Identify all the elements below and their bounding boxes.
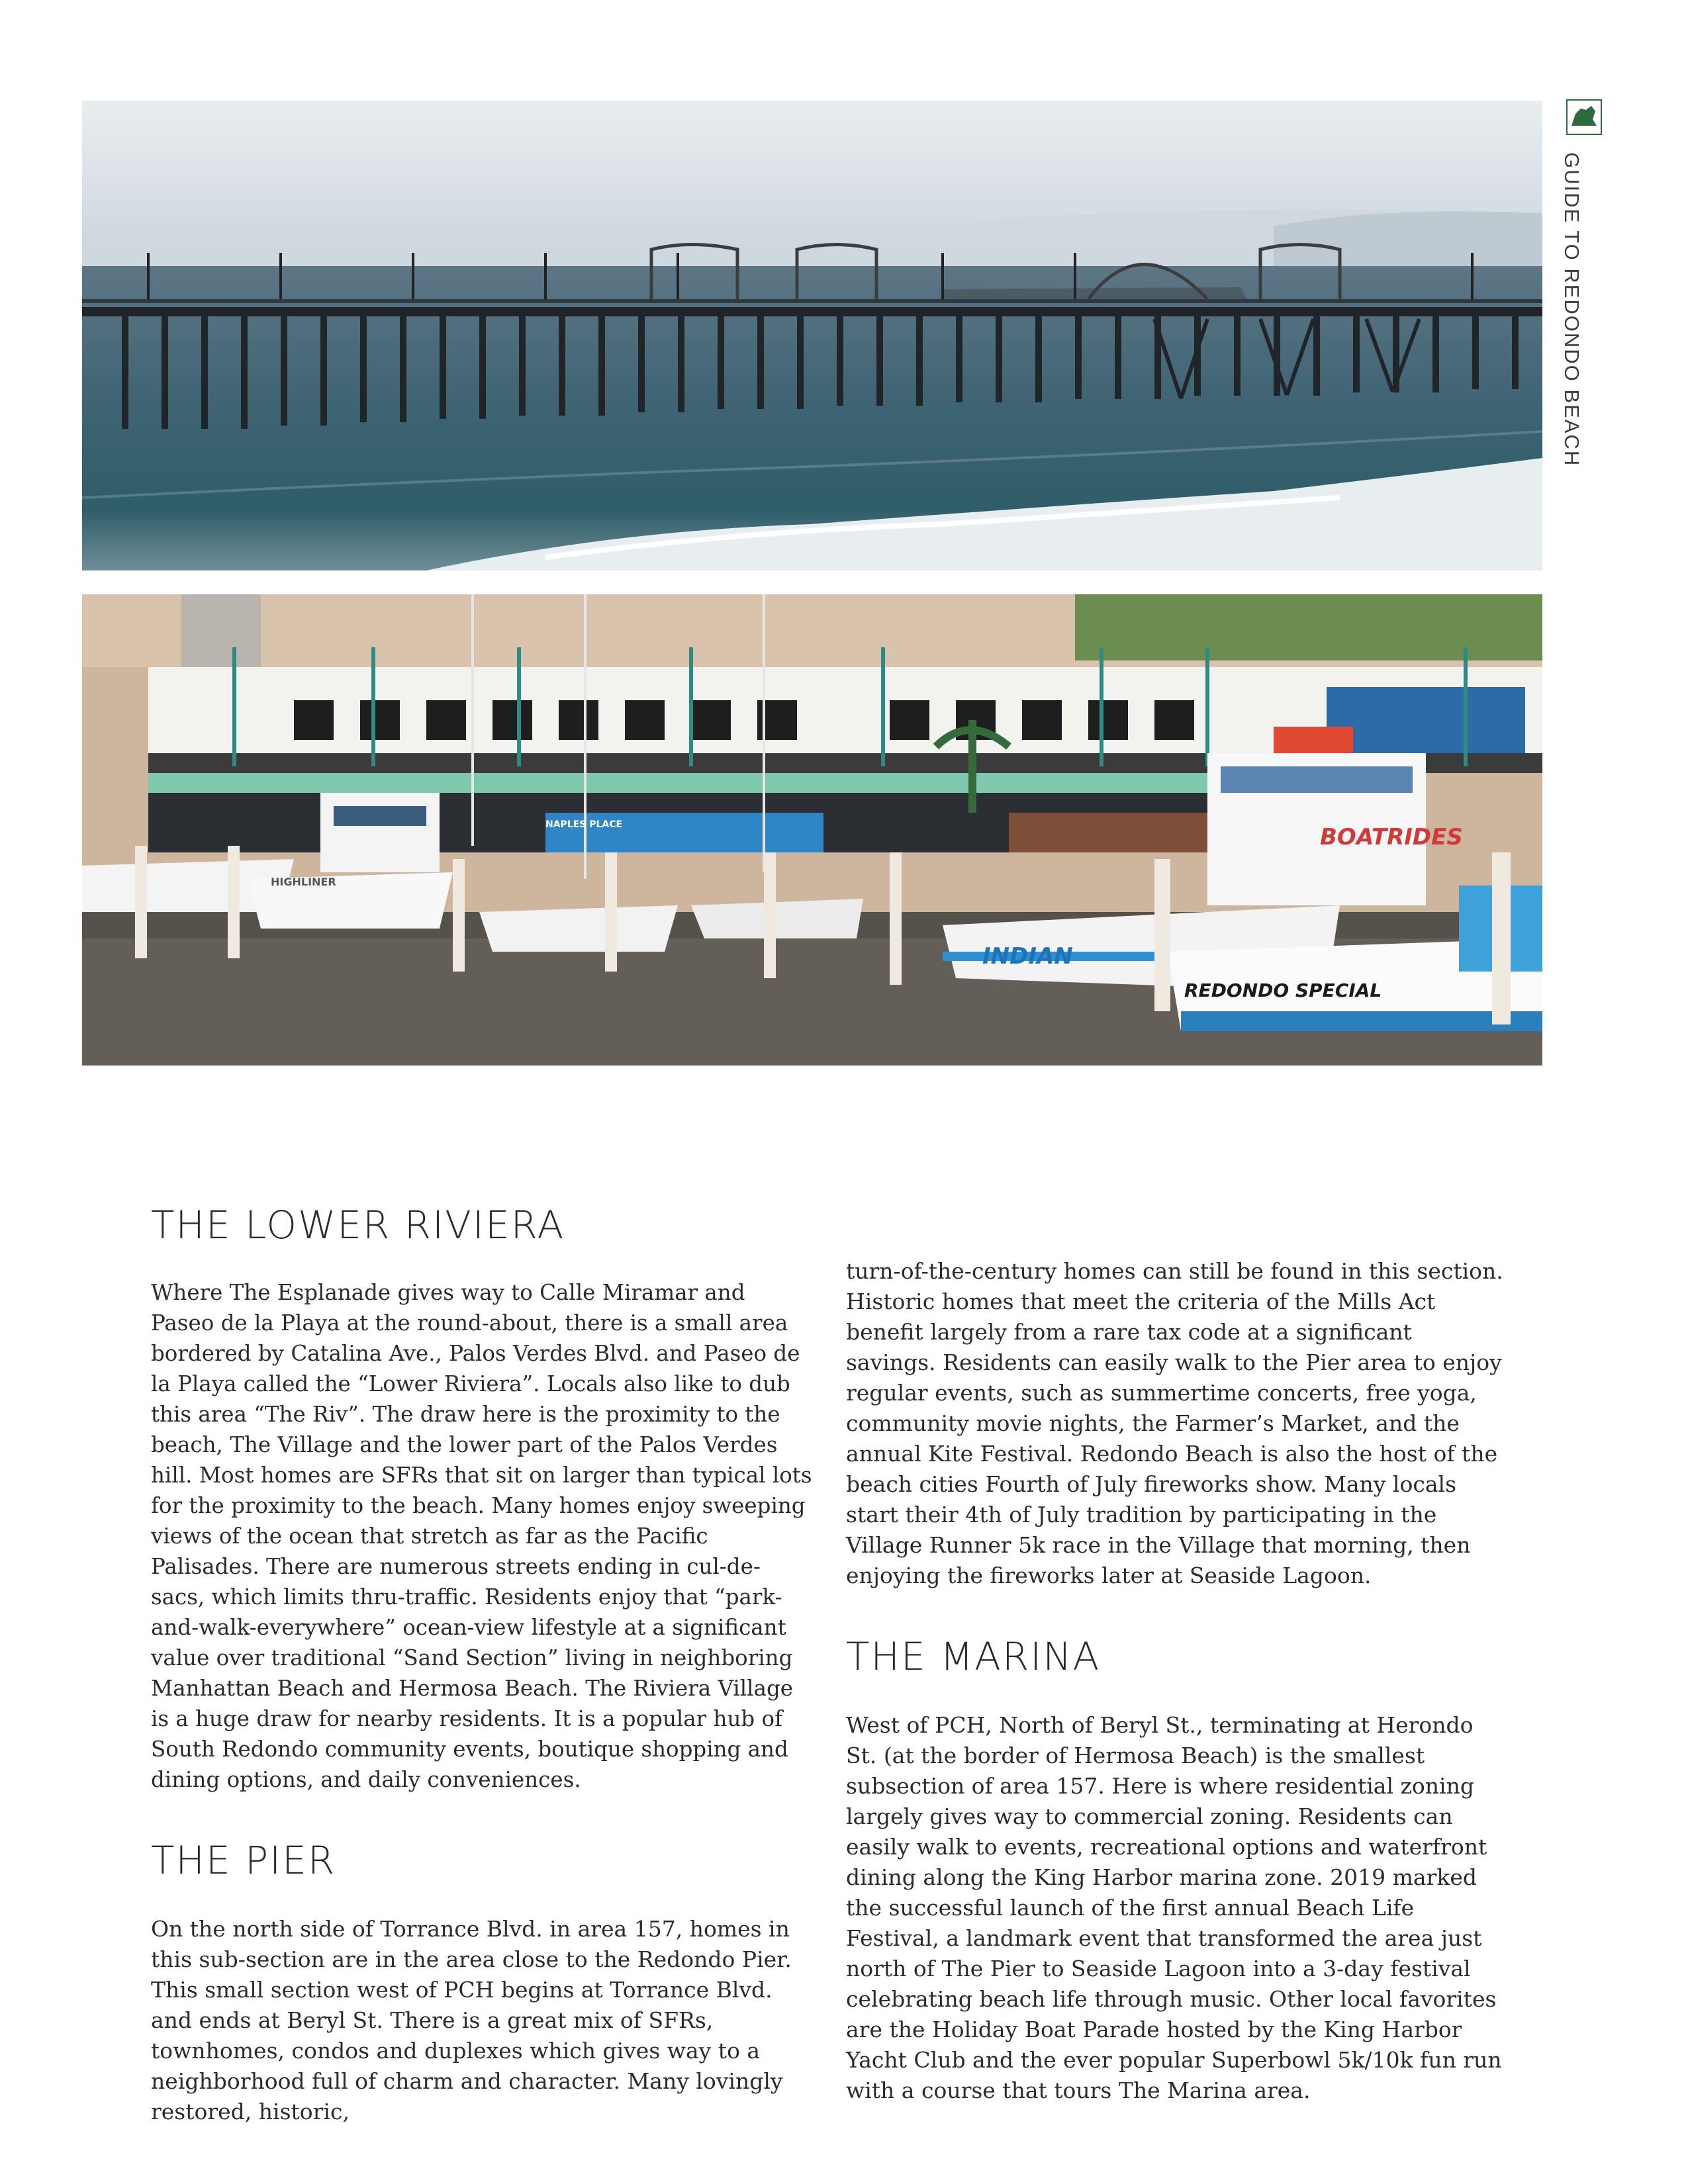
- sidebar-title: GUIDE TO REDONDO BEACH: [1560, 152, 1583, 467]
- body-pier-part2: turn-of-the-century homes can still be found in this section. Historic homes that meet the criteria of the Mills Act benefit largely from a rare tax code at a significant savings. Residents can easily walk to the Pier area to enjoy regular events, such as summertime concerts, free yoga, community movie nights, the Farmer’s Market, and the annual Kite Festival. Redondo Beach is also the host of the beach cities Fourth of July fireworks show. Many locals start their 4th of July tradition by participating in the Village Runner 5k race in the Village that morning, then enjoying the fireworks later at Seaside Lagoon.: [846, 1258, 1503, 1588]
- pier-photo-illustration: [82, 101, 1542, 570]
- boat-sign-redondo-special: REDONDO SPECIAL: [1184, 979, 1382, 1001]
- heading-lower-riviera: THE LOWER RIVIERA: [151, 1203, 565, 1248]
- body-marina: West of PCH, North of Beryl St., terminating at Herondo St. (at the border of Hermosa Beach) is the smallest subsection of area 157. Here is where residential zoning largely gives way to commercial zoning. Residents can easily walk to events, recreational options and waterfront dining along the King Harbor marina zone. 2019 marked the successful launch of the first annual Beach Life Festival, a landmark event that transformed the area just north of The Pier to Seaside Lagoon into a 3-day festival celebrating beach life through music. Other local favorites are the Holiday Boat Parade hosted by the King Harbor Yacht Club and the ever popular Superbowl 5k/10k fun run with a course that tours The Marina area.: [846, 1712, 1502, 2103]
- right-column: [846, 1256, 1508, 2106]
- boat-sign-indian: INDIAN: [982, 943, 1073, 970]
- marina-photo-illustration: [82, 594, 1542, 1066]
- body-pier-part1: On the north side of Torrance Blvd. in area 157, homes in this sub-section are in the area close to the Redondo Pier. This small section west of PCH begins at Torrance Blvd. and ends at Beryl St. There is a great mix of SFRs, townhomes, condos and duplexes which gives way to a neighborhood full of charm and character. Many lovingly restored, historic,: [151, 1916, 792, 2124]
- map-leaf-icon: [1571, 106, 1597, 126]
- boat-sign-highliner: HIGHLINER: [271, 876, 336, 888]
- boat-sign-boatrides: BOATRIDES: [1320, 824, 1463, 850]
- marina-photo: [82, 594, 1542, 1066]
- left-column: [151, 1203, 813, 2127]
- heading-marina: THE MARINA: [846, 1634, 1101, 1679]
- body-lower-riviera: Where The Esplanade gives way to Calle Miramar and Paseo de la Playa at the round-about, there is a small area bordered by Catalina Ave., Palos Verdes Blvd. and Paseo de la Playa called the “Lower Riviera”. Locals also like to dub this area “The Riv”. The draw here is the proximity to the beach, The Village and the lower part of the Palos Verdes hill. Most homes are SFRs that sit on larger than typical lots for the proximity to the beach. Many homes enjoy sweeping views of the ocean that stretch as far as the Pacific Palisades. There are numerous streets ending in cul-de-sacs, which limits thru-traffic. Residents enjoy that “park-and-walk-everywhere” ocean-view lifestyle at a significant value over traditional “Sand Section” living in neighboring Manhattan Beach and Hermosa Beach. The Riviera Village is a huge draw for nearby residents. It is a popular hub of South Redondo community events, boutique shopping and dining options, and daily conveniences.: [151, 1280, 812, 1792]
- heading-pier: THE PIER: [151, 1838, 336, 1883]
- store-sign-naples: NAPLES PLACE: [545, 819, 623, 830]
- sidebar-tab: [1566, 99, 1602, 135]
- pier-photo: [82, 101, 1542, 570]
